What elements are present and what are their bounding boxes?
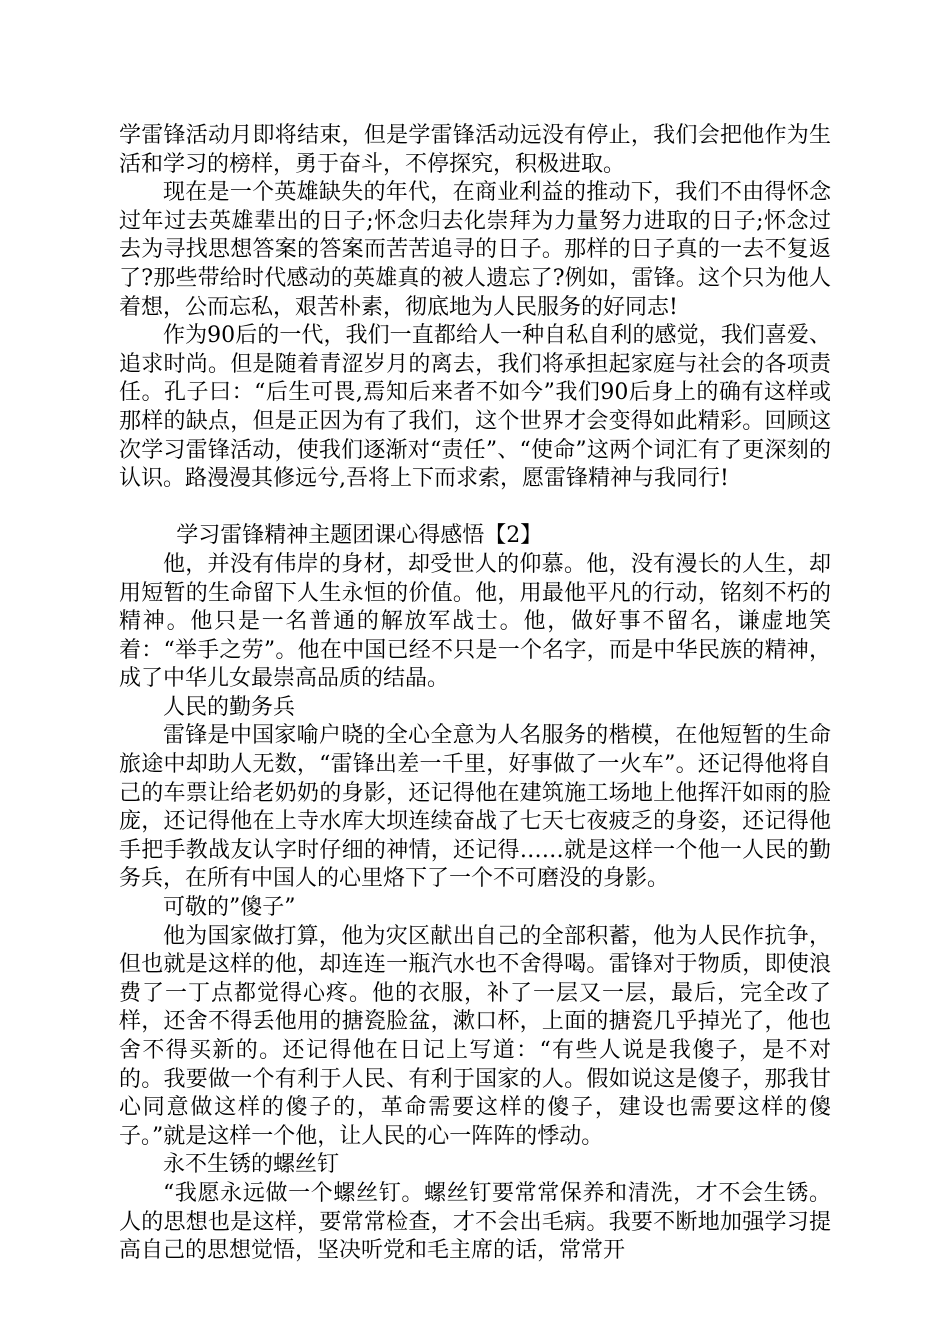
subheading-2: 可敬的”傻子” [163, 895, 296, 921]
document-page [119, 122, 831, 1266]
blank-line [119, 494, 831, 523]
paragraph-1: 学雷锋活动月即将结束，但是学雷锋活动远没有停止，我们会把他作为生活和学习的榜样，勇于奋斗，不停探究，积极进取。 [119, 123, 831, 177]
paragraph-6: 他为国家做打算，他为灾区献出自己的全部积蓄，他为人民作抗争，但也就是这样的他，却连连一瓶汽水也不舍得喝。雷锋对于物质，即使浪费了一丁点都觉得心疼。他的衣服，补了一层又一层，最后，完全改了样，还舍不得丢他用的搪瓷脸盆，漱口杯，上面的搪瓷几乎掉光了，他也舍不得买新的。还记得他在日记上写道：“有些人说是我傻子，是不对的。我要做一个有利于人民、有利于国家的人。假如说这是傻子，那我甘心同意做这样的傻子的，革命需要这样的傻子，建设也需要这样的傻子。”就是这样一个他，让人民的心一阵阵的悸动。 [119, 923, 831, 1149]
paragraph-3: 作为90后的一代，我们一直都给人一种自私自利的感觉，我们喜爱、追求时尚。但是随着青涩岁月的离去，我们将承担起家庭与社会的各项责任。孔子曰：“后生可畏,焉知后来者不如今”我们90后身上的确有这样或那样的缺点，但是正因为有了我们，这个世界才会变得如此精彩。回顾这次学习雷锋活动，使我们逐渐对“责任”、“使命”这两个词汇有了更深刻的认识。路漫漫其修远兮,吾将上下而求索，愿雷锋精神与我同行! [119, 323, 831, 492]
paragraph-2: 现在是一个英雄缺失的年代，在商业利益的推动下，我们不由得怀念过年过去英雄辈出的日子;怀念归去化崇拜为力量努力进取的日子;怀念过去为寻找思想答案的答案而苦苦追寻的日子。那样的日子真的一去不复返了?那些带给时代感动的英雄真的被人遗忘了?例如，雷锋。这个只为他人着想，公而忘私，艰苦朴素，彻底地为人民服务的好同志! [119, 180, 831, 320]
subheading-3: 永不生锈的螺丝钉 [163, 1152, 340, 1178]
subheading-1: 人民的勤务兵 [163, 694, 296, 720]
paragraph-5: 雷锋是中国家喻户晓的全心全意为人名服务的楷模，在他短暂的生命旅途中却助人无数，“雷锋出差一千里，好事做了一火车”。还记得他将自己的车票让给老奶奶的身影，还记得他在建筑施工场地上他挥汗如雨的脸庞，还记得他在上寺水库大坝连续奋战了七天七夜疲乏的身姿，还记得他手把手教战友认字时仔细的神情，还记得……就是这样一个他一人民的勤务兵，在所有中国人的心里烙下了一个不可磨没的身影。 [119, 723, 831, 892]
section-heading: 学习雷锋精神主题团课心得感悟【2】 [176, 523, 543, 549]
paragraph-4: 他，并没有伟岸的身材，却受世人的仰慕。他，没有漫长的人生，却用短暂的生命留下人生永恒的价值。他，用最他平凡的行动，铭刻不朽的精神。他只是一名普通的解放军战士。他，做好事不留名，谦虚地笑着：“举手之劳”。他在中国已经不只是一个名字，而是中华民族的精神，成了中华儿女最崇高品质的结晶。 [119, 551, 831, 692]
paragraph-7: “我愿永远做一个螺丝钉。螺丝钉要常常保养和清洗，才不会生锈。人的思想也是这样，要常常检查，才不会出毛病。我要不断地加强学习提高自己的思想觉悟，坚决听党和毛主席的话，常常开 [119, 1180, 831, 1264]
